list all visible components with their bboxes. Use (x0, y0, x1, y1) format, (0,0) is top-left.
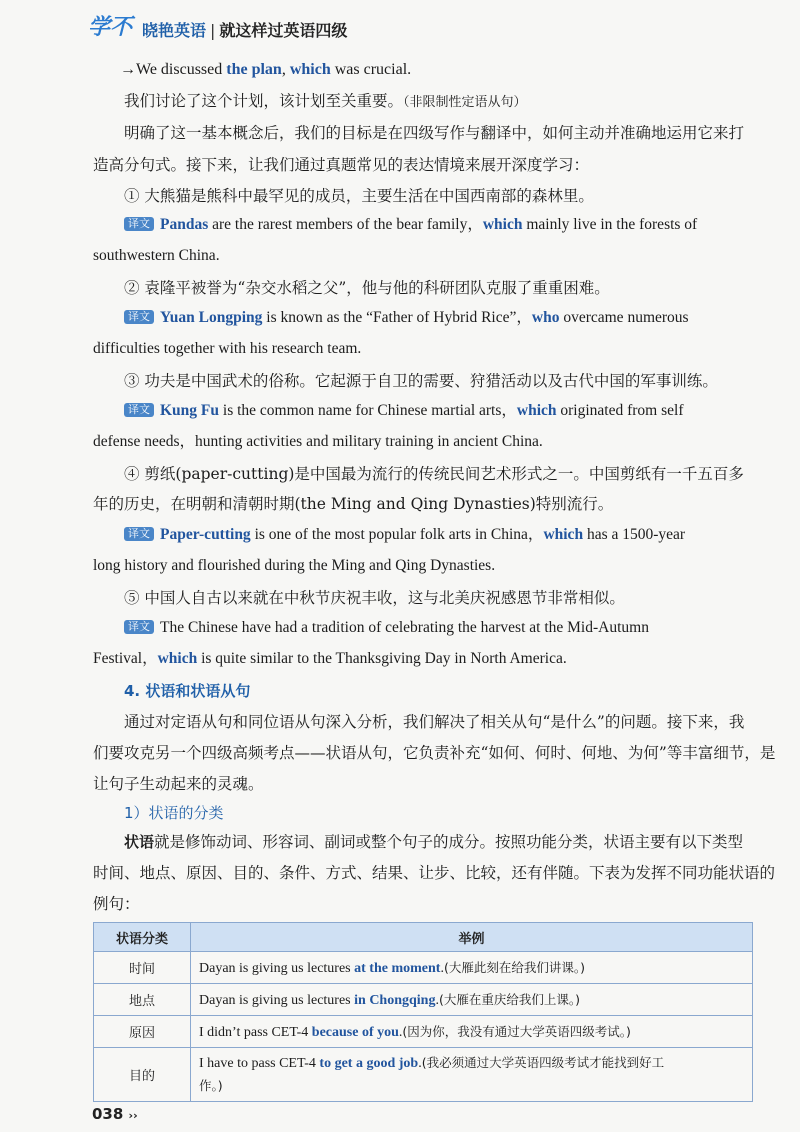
book-subtitle: 就这样过英语四级 (219, 20, 348, 40)
table-cell-example: I didn’t pass CET-4 because of you.(因为你，我没有通过大学英语四级考试。) (191, 1016, 753, 1048)
item-1-translation-cont: southwestern China. (93, 247, 220, 264)
page-arrow-icon: ›› (128, 1109, 138, 1122)
arrow-icon: → (120, 61, 136, 78)
translation-badge: 译文 (124, 527, 154, 541)
subsection-heading: 1）状语的分类 (124, 804, 224, 822)
translation-badge: 译文 (124, 620, 154, 634)
table-cell-category: 目的 (94, 1048, 191, 1102)
table-cell-category: 原因 (94, 1016, 191, 1048)
table-row (94, 952, 753, 984)
definition-line-1: 状语就是修饰动词、形容词、副词或整个句子的成分。按照功能分类，状语主要有以下类型 (124, 833, 744, 851)
brand-name: 晓艳英语 (142, 20, 207, 40)
item-5-translation: 译文 The Chinese have had a tradition of celebrating the harvest at the Mid-Autumn (124, 617, 649, 639)
table-row (94, 984, 753, 1016)
definition-line-3: 例句： (93, 895, 140, 913)
adverbial-table (93, 922, 753, 1102)
section-4-paragraph-line-1: 通过对定语从句和同位语从句深入分析，我们解决了相关从句“是什么”的问题。接下来，我 (124, 713, 745, 731)
intro-example: →We discussed the plan, which was crucial. (120, 61, 412, 78)
item-5-chinese: ⑤ 中国人自古以来就在中秋节庆祝丰收，这与北美庆祝感恩节非常相似。 (124, 589, 625, 607)
intro-paragraph-line-2: 造高分句式。接下来，让我们通过真题常见的表达情境来展开深度学习： (93, 156, 590, 174)
item-3-translation: 译文 Kung Fu is the common name for Chinese martial arts，which originated from self (124, 400, 684, 422)
item-5-translation-cont: Festival，which is quite similar to the Thanksgiving Day in North America. (93, 650, 567, 667)
item-3-translation-cont: defense needs，hunting activities and military training in ancient China. (93, 433, 543, 450)
item-2-translation: 译文 Yuan Longping is known as the “Father of Hybrid Rice”，who overcame numerous (124, 307, 689, 329)
table-row (94, 1016, 753, 1048)
item-2-translation-cont: difficulties together with his research team. (93, 340, 362, 357)
intro-paragraph-line-1: 明确了这一基本概念后，我们的目标是在四级写作与翻译中，如何主动并准确地运用它来打 (124, 124, 745, 142)
item-4-translation-cont: long history and flourished during the Ming and Qing Dynasties. (93, 557, 496, 574)
item-4-chinese: ④ 剪纸(paper-cutting)是中国最为流行的传统民间艺术形式之一。中国剪纸有一千五百多 (124, 465, 744, 483)
definition-line-2: 时间、地点、原因、目的、条件、方式、结果、让步、比较，还有伴随。下表为发挥不同功能状语的 (93, 864, 776, 882)
section-4-paragraph-line-3: 让句子生动起来的灵魂。 (93, 775, 264, 793)
table-header-category: 状语分类 (94, 923, 191, 952)
section-4-title: 4. 状语和状语从句 (124, 682, 251, 700)
brand-logo-icon (88, 10, 138, 40)
table-cell-category: 时间 (94, 952, 191, 984)
translation-badge: 译文 (124, 310, 154, 324)
item-4-translation: 译文 Paper-cutting is one of the most popular folk arts in China，which has a 1500-year (124, 524, 685, 546)
section-4-paragraph-line-2: 们要攻克另一个四级高频考点——状语从句，它负责补充“如何、何时、何地、为何”等丰富细节，是 (93, 744, 776, 762)
header-separator: | (210, 20, 216, 40)
table-row (94, 1048, 753, 1102)
translation-badge: 译文 (124, 403, 154, 417)
page-number: 038 ›› (92, 1105, 138, 1123)
svg-text:学不: 学不 (88, 15, 133, 40)
item-4-chinese-cont: 年的历史，在明朝和清朝时期(the Ming and Qing Dynasties)特别流行。 (93, 495, 614, 513)
table-header-example: 举例 (191, 923, 753, 952)
intro-translation: 我们讨论了这个计划，该计划至关重要。（非限制性定语从句） (124, 92, 527, 110)
item-1-translation: 译文 Pandas are the rarest members of the bear family，which mainly live in the forests of (124, 214, 697, 236)
translation-badge: 译文 (124, 217, 154, 231)
item-1-chinese: ① 大熊猫是熊科中最罕见的成员，主要生活在中国西南部的森林里。 (124, 187, 594, 205)
item-2-chinese: ② 袁隆平被誉为“杂交水稻之父”，他与他的科研团队克服了重重困难。 (124, 279, 610, 297)
table-cell-category: 地点 (94, 984, 191, 1016)
header-title (142, 18, 347, 41)
page-header (88, 14, 348, 44)
table-cell-example: I have to pass CET-4 to get a good job.(我必须通过大学英语四级考试才能找到好工 作。) (191, 1048, 753, 1102)
table-header-row (94, 923, 753, 952)
table-cell-example: Dayan is giving us lectures at the moment.(大雁此刻在给我们讲课。) (191, 952, 753, 984)
table-cell-example: Dayan is giving us lectures in Chongqing.(大雁在重庆给我们上课。) (191, 984, 753, 1016)
item-3-chinese: ③ 功夫是中国武术的俗称。它起源于自卫的需要、狩猎活动以及古代中国的军事训练。 (124, 372, 718, 390)
